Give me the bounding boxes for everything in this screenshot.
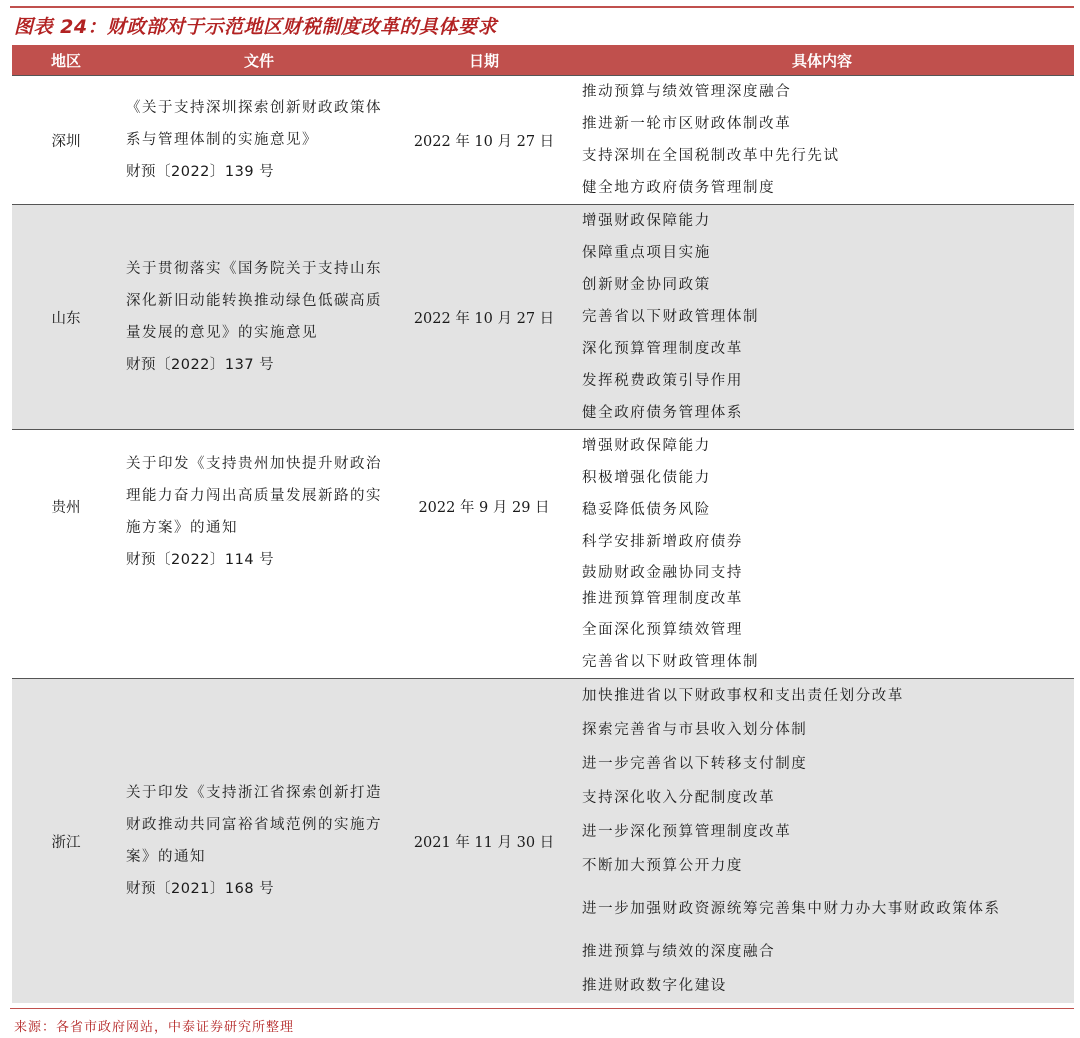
content-item: 创新财金协同政策	[582, 277, 711, 293]
document-number: 财预〔2021〕168 号	[126, 881, 275, 897]
document-cell	[120, 76, 398, 205]
content-item: 探索完善省与市县收入划分体制	[582, 722, 808, 738]
header-date: 日期	[398, 45, 570, 76]
content-item: 进一步加强财政资源统筹完善集中财力办大事财政政策体系	[582, 901, 1001, 917]
content-item: 支持深化收入分配制度改革	[582, 790, 776, 806]
table-row	[12, 76, 1074, 205]
content-item: 稳妥降低债务风险	[582, 502, 711, 518]
date-cell: 2022 年 9 月 29 日	[398, 430, 570, 679]
region-cell: 贵州	[12, 430, 120, 679]
header-content: 具体内容	[570, 45, 1074, 76]
table-row	[12, 205, 1074, 430]
content-item: 增强财政保障能力	[582, 213, 711, 229]
content-item: 积极增强化债能力	[582, 470, 711, 486]
document-cell	[120, 205, 398, 430]
document-number: 财预〔2022〕114 号	[126, 552, 275, 568]
region-cell: 山东	[12, 205, 120, 430]
content-item: 不断加大预算公开力度	[582, 858, 743, 874]
content-item: 进一步深化预算管理制度改革	[582, 824, 792, 840]
header-region: 地区	[12, 45, 120, 76]
content-item: 推进财政数字化建设	[582, 978, 727, 994]
header-document: 文件	[120, 45, 398, 76]
table-row	[12, 430, 1074, 679]
requirements-table	[12, 45, 1074, 1003]
content-item: 增强财政保障能力	[582, 438, 711, 454]
content-item: 科学安排新增政府债券	[582, 534, 743, 550]
bottom-rule	[10, 1008, 1074, 1009]
date-cell: 2022 年 10 月 27 日	[398, 205, 570, 430]
document-title: 关于印发《支持浙江省探索创新打造财政推动共同富裕省域范例的实施方案》的通知	[126, 785, 382, 865]
content-item: 健全政府债务管理体系	[582, 405, 743, 421]
content-item: 鼓励财政金融协同支持	[582, 565, 743, 581]
content-item: 支持深圳在全国税制改革中先行先试	[582, 148, 840, 164]
document-title: 关于印发《支持贵州加快提升财政治理能力奋力闯出高质量发展新路的实施方案》的通知	[126, 456, 382, 536]
document-number: 财预〔2022〕137 号	[126, 357, 275, 373]
document-cell	[120, 430, 398, 679]
content-item: 全面深化预算绩效管理	[582, 622, 743, 638]
content-item: 加快推进省以下财政事权和支出责任划分改革	[582, 688, 904, 704]
document-title: 关于贯彻落实《国务院关于支持山东深化新旧动能转换推动绿色低碳高质量发展的意见》的实施意见	[126, 261, 382, 341]
content-item: 推进预算与绩效的深度融合	[582, 944, 776, 960]
content-item: 推进预算管理制度改革	[582, 591, 743, 607]
content-item: 发挥税费政策引导作用	[582, 373, 743, 389]
content-item: 完善省以下财政管理体制	[582, 309, 760, 325]
content-item: 深化预算管理制度改革	[582, 341, 743, 357]
content-cell	[570, 430, 1074, 679]
source-note: 来源：各省市政府网站，中泰证券研究所整理	[14, 1020, 295, 1035]
content-item: 推进新一轮市区财政体制改革	[582, 116, 792, 132]
region-cell: 浙江	[12, 679, 120, 1004]
content-item: 健全地方政府债务管理制度	[582, 180, 776, 196]
content-item: 保障重点项目实施	[582, 245, 711, 261]
content-cell	[570, 76, 1074, 205]
content-item: 进一步完善省以下转移支付制度	[582, 756, 808, 772]
document-number: 财预〔2022〕139 号	[126, 164, 275, 180]
document-cell	[120, 679, 398, 1004]
figure-title: 图表 24：财政部对于示范地区财税制度改革的具体要求	[14, 16, 498, 38]
top-rule	[10, 6, 1074, 8]
region-cell: 深圳	[12, 76, 120, 205]
content-item: 推动预算与绩效管理深度融合	[582, 84, 792, 100]
content-cell	[570, 205, 1074, 430]
table-header-row	[12, 45, 1074, 76]
content-item: 完善省以下财政管理体制	[582, 654, 760, 670]
date-cell: 2021 年 11 月 30 日	[398, 679, 570, 1004]
date-cell: 2022 年 10 月 27 日	[398, 76, 570, 205]
content-cell	[570, 679, 1074, 1004]
document-title: 《关于支持深圳探索创新财政政策体系与管理体制的实施意见》	[126, 100, 382, 148]
table-row	[12, 679, 1074, 1004]
